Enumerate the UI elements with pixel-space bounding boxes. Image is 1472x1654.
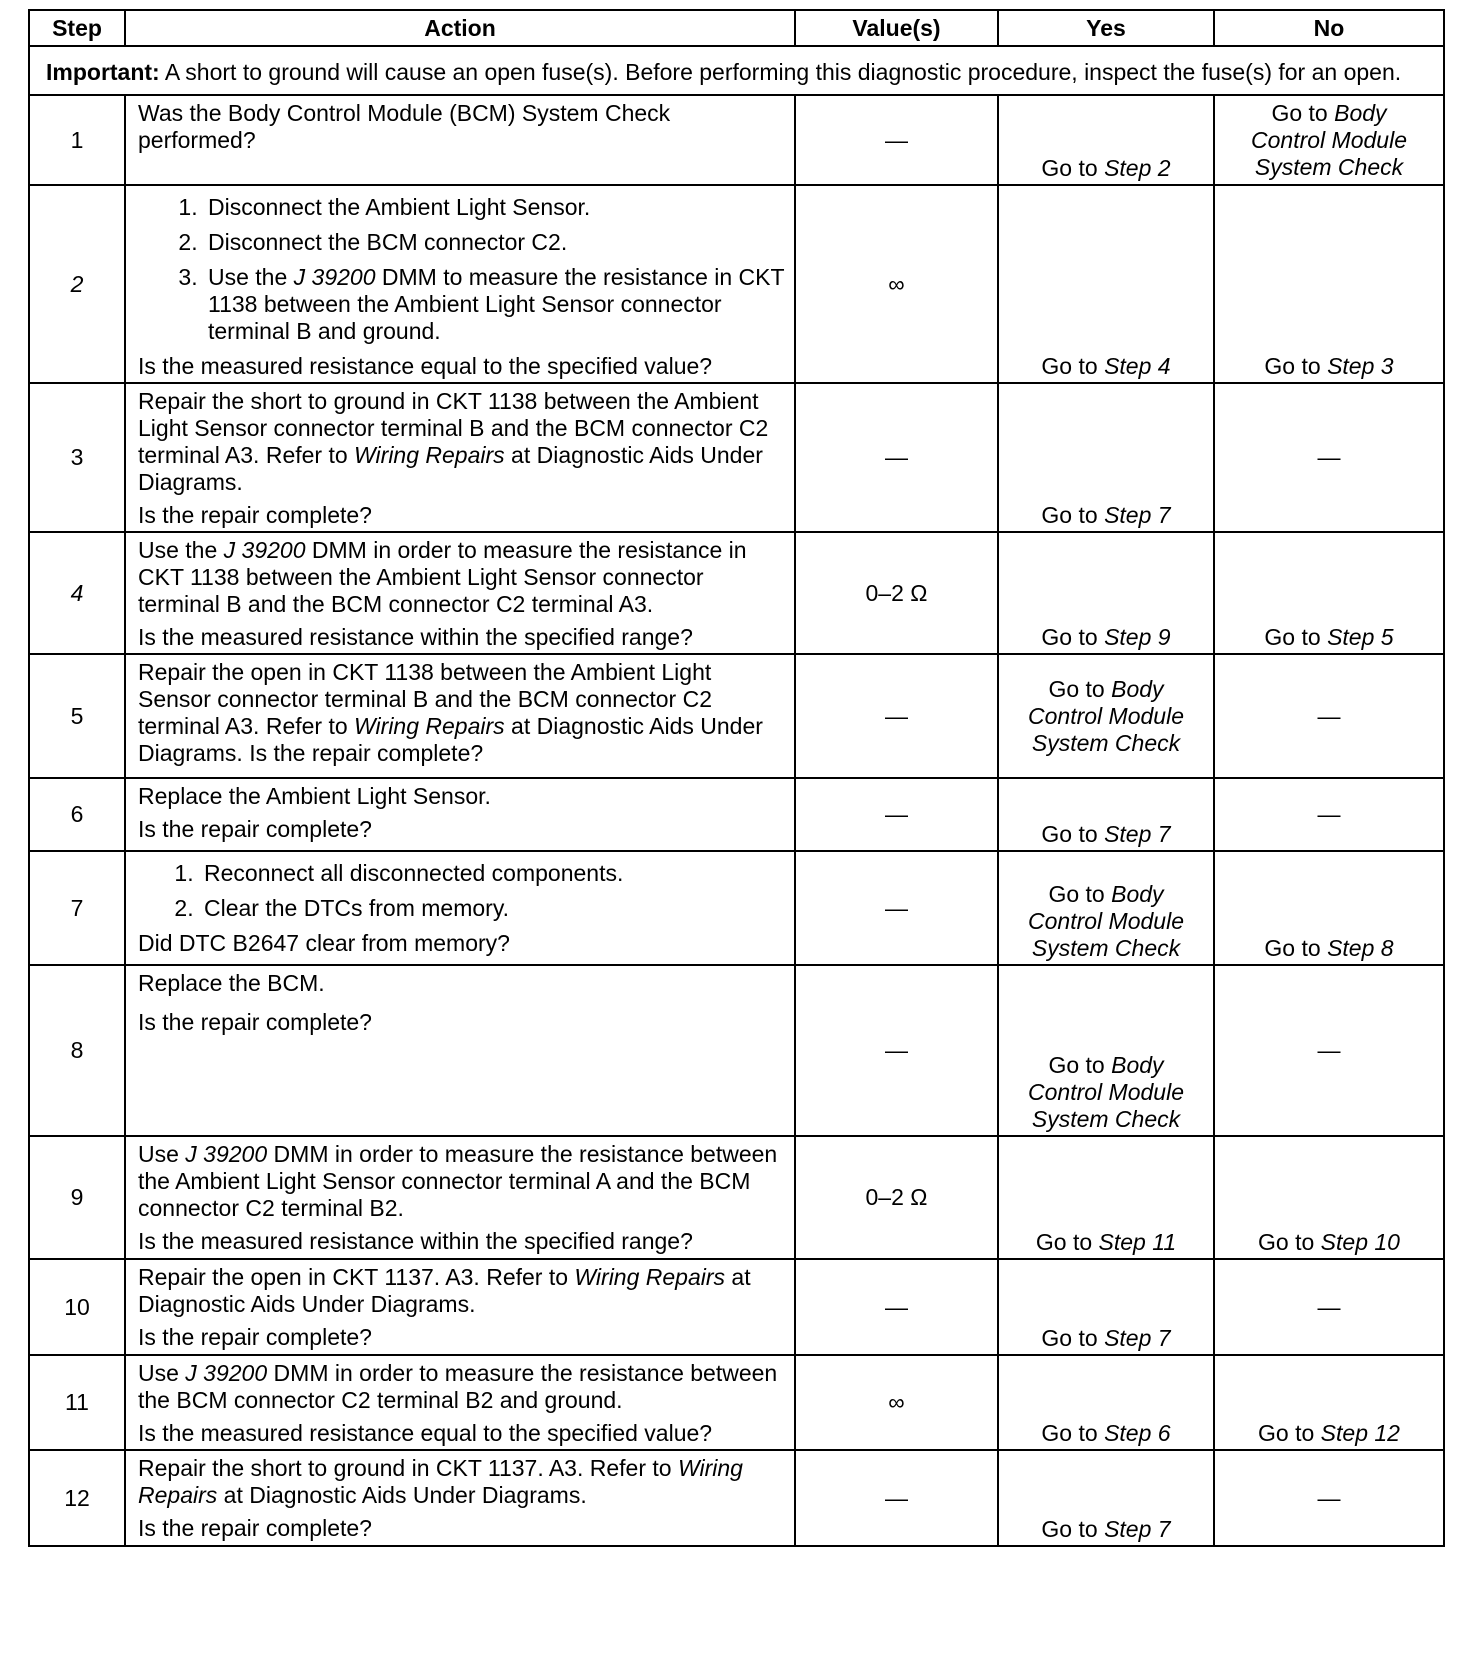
no-cell: Go to Step 8 — [1214, 851, 1444, 965]
tool-name: J 39200 — [223, 537, 306, 563]
table-row — [29, 1355, 1444, 1450]
yes-cell: Go to Step 7 — [998, 778, 1214, 851]
action-text: Replace the Ambient Light Sensor. — [138, 783, 491, 809]
step-number: 8 — [29, 965, 125, 1136]
no-cell: — — [1214, 383, 1444, 532]
step-link[interactable]: Step 6 — [1104, 1420, 1171, 1446]
no-cell: — — [1214, 778, 1444, 851]
action-text: Use J 39200 DMM in order to measure the resistance between the Ambient Light Sensor connector terminal A and the BCM connector C2 terminal B2. — [138, 1141, 778, 1221]
value-cell: ∞ — [795, 1355, 998, 1450]
step-number: 9 — [29, 1136, 125, 1259]
action-cell — [125, 1450, 795, 1546]
step-number: 6 — [29, 778, 125, 851]
step-link[interactable]: Step 3 — [1327, 353, 1394, 379]
list-item: 2. Disconnect the BCM connector C2. — [204, 229, 788, 256]
yes-cell: Go to Body Control Module System Check — [998, 851, 1214, 965]
step-link[interactable]: Step 2 — [1104, 155, 1171, 181]
step-number: 2 — [29, 185, 125, 383]
no-cell: — — [1214, 965, 1444, 1136]
important-text: A short to ground will cause an open fuse(s). Before performing this diagnostic procedure, inspect the fuse(s) for an open. — [159, 59, 1402, 85]
list-item: 3. Use the J 39200 DMM to measure the resistance in CKT 1138 between the Ambient Light Sensor connector terminal B and ground. — [204, 264, 788, 345]
procedure-list — [138, 860, 788, 922]
table-row — [29, 185, 1444, 383]
value-cell: — — [795, 965, 998, 1136]
no-cell: Go to Step 5 — [1214, 532, 1444, 654]
table-row — [29, 1259, 1444, 1355]
table-row — [29, 95, 1444, 185]
header-no: No — [1214, 10, 1444, 46]
question-text: Is the measured resistance within the specified range? — [138, 624, 693, 650]
table-row — [29, 1136, 1444, 1259]
value-cell: 0–2 Ω — [795, 532, 998, 654]
step-link[interactable]: Step 7 — [1104, 502, 1171, 528]
yes-cell: Go to Step 7 — [998, 1450, 1214, 1546]
action-cell — [125, 383, 795, 532]
step-link[interactable]: Step 7 — [1104, 1516, 1171, 1542]
question-text: Is the repair complete? — [138, 816, 372, 842]
table-row — [29, 383, 1444, 532]
yes-cell: Go to Step 11 — [998, 1136, 1214, 1259]
question-text: Is the repair complete? — [138, 1324, 372, 1350]
value-cell: ∞ — [795, 185, 998, 383]
yes-cell: Go to Step 9 — [998, 532, 1214, 654]
reference-link[interactable]: Wiring Repairs — [354, 713, 505, 739]
question-text: Is the measured resistance equal to the specified value? — [138, 1420, 713, 1446]
question-text: Did DTC B2647 clear from memory? — [138, 930, 510, 956]
value-cell: — — [795, 778, 998, 851]
step-number: 1 — [29, 95, 125, 185]
action-text: Was the Body Control Module (BCM) System Check performed? — [138, 100, 671, 153]
action-text: Use the J 39200 DMM in order to measure the resistance in CKT 1138 between the Ambient Light Sensor connector terminal B and the BCM connector C2 terminal A3. — [138, 537, 747, 617]
table-row — [29, 965, 1444, 1136]
step-number: 11 — [29, 1355, 125, 1450]
yes-cell: Go to Step 4 — [998, 185, 1214, 383]
action-cell — [125, 185, 795, 383]
procedure-link[interactable]: Body Control Module System Check — [1028, 1052, 1184, 1132]
goto-text: Go to — [1041, 155, 1105, 181]
value-cell: 0–2 Ω — [795, 1136, 998, 1259]
table-row — [29, 532, 1444, 654]
important-note — [29, 46, 1444, 95]
action-cell — [125, 654, 795, 778]
no-cell: Go to Step 12 — [1214, 1355, 1444, 1450]
yes-cell: Go to Body Control Module System Check — [998, 965, 1214, 1136]
tool-name: J 39200 — [293, 264, 376, 290]
action-cell — [125, 1136, 795, 1259]
procedure-link[interactable]: Body Control Module System Check — [1251, 100, 1407, 180]
step-link[interactable]: Step 10 — [1320, 1229, 1400, 1255]
reference-link[interactable]: Wiring Repairs — [138, 1455, 743, 1508]
action-cell — [125, 778, 795, 851]
important-label: Important: — [46, 59, 160, 85]
value-cell: — — [795, 95, 998, 185]
action-cell — [125, 532, 795, 654]
step-number: 3 — [29, 383, 125, 532]
action-text: Repair the short to ground in CKT 1138 between the Ambient Light Sensor connector terminal B and the BCM connector C2 terminal A3. Refer to Wiring Repairs at Diagnostic Aids Under Diagrams. — [138, 388, 769, 495]
step-link[interactable]: Step 7 — [1104, 821, 1171, 847]
action-cell — [125, 851, 795, 965]
action-text: Repair the short to ground in CKT 1137. A3. Refer to Wiring Repairs at Diagnostic Aids Under Diagrams. — [138, 1455, 743, 1508]
important-row — [29, 46, 1444, 95]
action-text: Repair the open in CKT 1137. A3. Refer to Wiring Repairs at Diagnostic Aids Under Diagrams. — [138, 1264, 751, 1317]
no-cell: — — [1214, 1259, 1444, 1355]
no-cell: — — [1214, 654, 1444, 778]
step-number: 4 — [29, 532, 125, 654]
action-cell — [125, 95, 795, 185]
step-link[interactable]: Step 11 — [1098, 1229, 1177, 1255]
header-action: Action — [125, 10, 795, 46]
step-link[interactable]: Step 9 — [1104, 624, 1171, 650]
value-cell: — — [795, 1450, 998, 1546]
action-text: Repair the open in CKT 1138 between the Ambient Light Sensor connector terminal B and the BCM connector C2 terminal A3. Refer to Wiring Repairs at Diagnostic Aids Under Diagrams. Is the repair complete? — [138, 659, 763, 766]
step-number: 5 — [29, 654, 125, 778]
value-cell: — — [795, 1259, 998, 1355]
header-step: Step — [29, 10, 125, 46]
yes-cell: Go to Step 7 — [998, 383, 1214, 532]
value-cell: — — [795, 851, 998, 965]
reference-link[interactable]: Wiring Repairs — [354, 442, 505, 468]
step-link[interactable]: Step 12 — [1320, 1420, 1400, 1446]
yes-cell — [998, 95, 1214, 185]
step-link[interactable]: Step 8 — [1327, 935, 1394, 961]
header-values: Value(s) — [795, 10, 998, 46]
value-cell: — — [795, 383, 998, 532]
question-text: Is the repair complete? — [138, 1515, 372, 1541]
no-cell: Go to Step 3 — [1214, 185, 1444, 383]
step-link[interactable]: Step 4 — [1104, 353, 1171, 379]
action-text: Use J 39200 DMM in order to measure the resistance between the BCM connector C2 terminal B2 and ground. — [138, 1360, 778, 1413]
question-text: Is the measured resistance within the specified range? — [138, 1228, 693, 1254]
action-cell — [125, 1259, 795, 1355]
question-text: Is the repair complete? — [138, 1009, 372, 1035]
yes-cell: Go to Step 6 — [998, 1355, 1214, 1450]
yes-cell: Go to Step 7 — [998, 1259, 1214, 1355]
table-row — [29, 654, 1444, 778]
tool-name: J 39200 — [185, 1141, 268, 1167]
question-text: Is the repair complete? — [138, 502, 372, 528]
no-cell: Go to Step 10 — [1214, 1136, 1444, 1259]
reference-link[interactable]: Wiring Repairs — [574, 1264, 726, 1290]
table-row — [29, 778, 1444, 851]
yes-cell: Go to Body Control Module System Check — [998, 654, 1214, 778]
table-row — [29, 1450, 1444, 1546]
action-cell — [125, 965, 795, 1136]
procedure-link[interactable]: Body Control Module System Check — [1028, 675, 1184, 756]
tool-name: J 39200 — [185, 1360, 268, 1386]
list-item: 1. Disconnect the Ambient Light Sensor. — [204, 194, 788, 221]
table-row — [29, 851, 1444, 965]
step-link[interactable]: Step 7 — [1104, 1325, 1171, 1351]
step-number: 12 — [29, 1450, 125, 1546]
step-number: 7 — [29, 851, 125, 965]
procedure-list — [138, 194, 788, 345]
goto-text: Go to — [1271, 100, 1335, 126]
header-yes: Yes — [998, 10, 1214, 46]
no-cell — [1214, 95, 1444, 185]
value-cell: — — [795, 654, 998, 778]
step-number: 10 — [29, 1259, 125, 1355]
action-cell — [125, 1355, 795, 1450]
procedure-link[interactable]: Body Control Module System Check — [1028, 881, 1184, 961]
header-row — [29, 10, 1444, 46]
diagnostic-table — [28, 9, 1445, 1547]
list-item: 1. Reconnect all disconnected components. — [200, 860, 788, 887]
list-item: 2. Clear the DTCs from memory. — [200, 895, 788, 922]
step-link[interactable]: Step 5 — [1327, 624, 1394, 650]
question-text: Is the measured resistance equal to the specified value? — [138, 353, 713, 379]
no-cell: — — [1214, 1450, 1444, 1546]
action-text: Replace the BCM. — [138, 970, 325, 996]
